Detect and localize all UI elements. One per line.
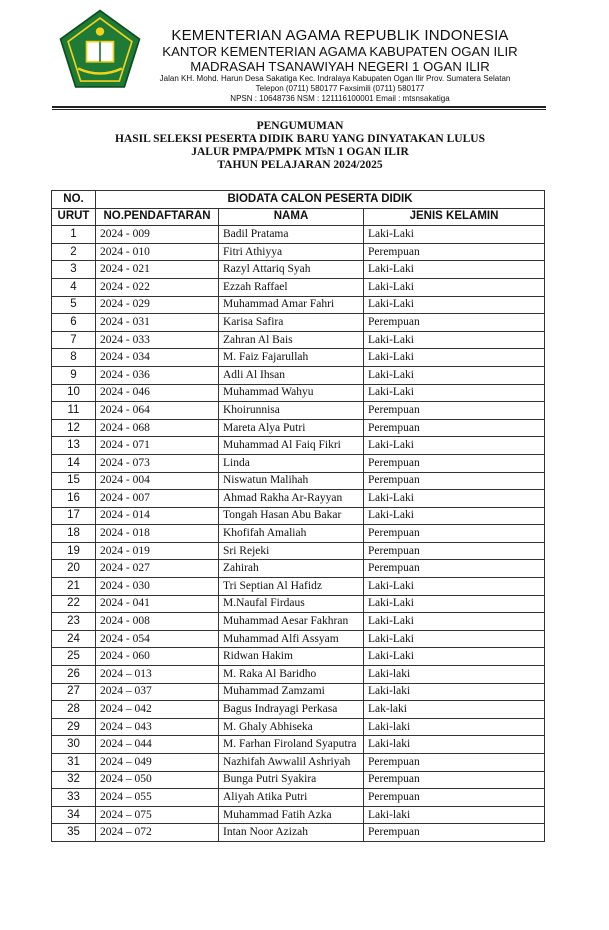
row-name: Ezzah Raffael — [219, 278, 364, 296]
table-row — [52, 507, 545, 525]
row-registration: 2024 - 009 — [96, 226, 219, 244]
row-registration: 2024 - 018 — [96, 525, 219, 543]
row-no: 1 — [52, 226, 96, 244]
row-registration: 2024 – 075 — [96, 806, 219, 824]
table-row — [52, 296, 545, 314]
row-no: 2 — [52, 243, 96, 261]
row-name: Aliyah Atika Putri — [219, 789, 364, 807]
row-no: 4 — [52, 278, 96, 296]
row-no: 24 — [52, 630, 96, 648]
row-registration: 2024 - 014 — [96, 507, 219, 525]
row-no: 20 — [52, 560, 96, 578]
row-name: Muhammad Amar Fahri — [219, 296, 364, 314]
col-pendaftaran: NO.PENDAFTARAN — [96, 208, 219, 226]
table-row — [52, 595, 545, 613]
row-gender: Laki-laki — [364, 683, 545, 701]
row-registration: 2024 – 055 — [96, 789, 219, 807]
table-row — [52, 630, 545, 648]
row-name: Ahmad Rakha Ar-Rayyan — [219, 490, 364, 508]
row-gender: Laki-Laki — [364, 630, 545, 648]
row-registration: 2024 - 036 — [96, 366, 219, 384]
row-gender: Perempuan — [364, 472, 545, 490]
col-nama: NAMA — [219, 208, 364, 226]
row-gender: Perempuan — [364, 771, 545, 789]
row-gender: Lak-laki — [364, 701, 545, 719]
table-row — [52, 366, 545, 384]
row-name: Zahran Al Bais — [219, 331, 364, 349]
row-registration: 2024 - 073 — [96, 454, 219, 472]
table-row — [52, 701, 545, 719]
row-registration: 2024 - 004 — [96, 472, 219, 490]
row-registration: 2024 - 068 — [96, 419, 219, 437]
row-name: Linda — [219, 454, 364, 472]
row-gender: Laki-Laki — [364, 490, 545, 508]
title-line-2: HASIL SELEKSI PESERTA DIDIK BARU YANG DINYATAKAN LULUS — [115, 133, 485, 145]
row-gender: Laki-Laki — [364, 349, 545, 367]
row-gender: Laki-Laki — [364, 648, 545, 666]
row-no: 18 — [52, 525, 96, 543]
row-registration: 2024 - 034 — [96, 349, 219, 367]
row-gender: Laki-laki — [364, 666, 545, 684]
row-name: Bunga Putri Syakira — [219, 771, 364, 789]
table-row — [52, 789, 545, 807]
row-name: Bagus Indrayagi Perkasa — [219, 701, 364, 719]
row-name: Badil Pratama — [219, 226, 364, 244]
header-rule-thin — [52, 109, 546, 110]
row-registration: 2024 - 071 — [96, 437, 219, 455]
table-row — [52, 560, 545, 578]
row-no: 14 — [52, 454, 96, 472]
row-no: 12 — [52, 419, 96, 437]
row-name: M. Faiz Fajarullah — [219, 349, 364, 367]
school-ids: NPSN : 10648736 NSM : 121116100001 Email : mtsnsakatiga — [230, 94, 450, 103]
table-row — [52, 226, 545, 244]
row-no: 31 — [52, 754, 96, 772]
row-gender: Perempuan — [364, 314, 545, 332]
row-name: Ridwan Hakim — [219, 648, 364, 666]
row-name: Tri Septian Al Hafidz — [219, 578, 364, 596]
row-gender: Laki-Laki — [364, 613, 545, 631]
office-name: KANTOR KEMENTERIAN AGAMA KABUPATEN OGAN ILIR — [162, 44, 518, 59]
table-row — [52, 771, 545, 789]
row-no: 17 — [52, 507, 96, 525]
row-registration: 2024 - 041 — [96, 595, 219, 613]
table-row — [52, 490, 545, 508]
table-row — [52, 454, 545, 472]
row-registration: 2024 - 029 — [96, 296, 219, 314]
col-urut: URUT — [52, 208, 96, 226]
school-name: MADRASAH TSANAWIYAH NEGERI 1 OGAN ILIR — [190, 59, 490, 74]
table-row — [52, 419, 545, 437]
row-name: Muhammad Fatih Azka — [219, 806, 364, 824]
row-registration: 2024 – 049 — [96, 754, 219, 772]
row-gender: Laki-Laki — [364, 507, 545, 525]
address: Jalan KH. Mohd. Harun Desa Sakatiga Kec. Indralaya Kabupaten Ogan Ilir Prov. Sumatera Selatan — [159, 74, 511, 83]
row-gender: Laki-Laki — [364, 261, 545, 279]
row-registration: 2024 - 010 — [96, 243, 219, 261]
table-row — [52, 806, 545, 824]
row-registration: 2024 - 022 — [96, 278, 219, 296]
title-line-4: TAHUN PELAJARAN 2024/2025 — [217, 159, 383, 171]
row-name: Adli Al Ihsan — [219, 366, 364, 384]
letterhead — [140, 28, 540, 104]
row-name: Sri Rejeki — [219, 542, 364, 560]
row-no: 7 — [52, 331, 96, 349]
table-row — [52, 472, 545, 490]
row-gender: Laki-laki — [364, 718, 545, 736]
col-biodata: BIODATA CALON PESERTA DIDIK — [96, 191, 545, 209]
row-no: 9 — [52, 366, 96, 384]
table-row — [52, 331, 545, 349]
row-registration: 2024 – 050 — [96, 771, 219, 789]
row-name: Razyl Attariq Syah — [219, 261, 364, 279]
table-row — [52, 525, 545, 543]
row-no: 34 — [52, 806, 96, 824]
table-row — [52, 278, 545, 296]
row-name: Muhammad Aesar Fakhran — [219, 613, 364, 631]
results-table — [51, 190, 545, 842]
row-name: Intan Noor Azizah — [219, 824, 364, 842]
row-name: Muhammad Zamzami — [219, 683, 364, 701]
row-registration: 2024 – 037 — [96, 683, 219, 701]
table-row — [52, 384, 545, 402]
col-jenis-kelamin: JENIS KELAMIN — [364, 208, 545, 226]
row-name: Fitri Athiyya — [219, 243, 364, 261]
row-gender: Laki-laki — [364, 736, 545, 754]
row-gender: Laki-Laki — [364, 278, 545, 296]
row-registration: 2024 - 046 — [96, 384, 219, 402]
header-rule — [52, 106, 546, 108]
row-gender: Laki-Laki — [364, 595, 545, 613]
row-name: Mareta Alya Putri — [219, 419, 364, 437]
row-registration: 2024 - 054 — [96, 630, 219, 648]
table-row — [52, 648, 545, 666]
row-gender: Laki-Laki — [364, 331, 545, 349]
row-name: Karisa Safira — [219, 314, 364, 332]
table-row — [52, 578, 545, 596]
row-no: 6 — [52, 314, 96, 332]
title-line-3: JALUR PMPA/PMPK MTsN 1 OGAN ILIR — [191, 146, 409, 158]
row-gender: Perempuan — [364, 560, 545, 578]
row-no: 22 — [52, 595, 96, 613]
row-gender: Laki-Laki — [364, 437, 545, 455]
row-registration: 2024 - 007 — [96, 490, 219, 508]
row-name: Khofifah Amaliah — [219, 525, 364, 543]
row-gender: Perempuan — [364, 789, 545, 807]
table-row — [52, 437, 545, 455]
row-no: 21 — [52, 578, 96, 596]
row-no: 27 — [52, 683, 96, 701]
row-no: 28 — [52, 701, 96, 719]
row-name: M. Farhan Firoland Syaputra — [219, 736, 364, 754]
table-row — [52, 718, 545, 736]
row-no: 35 — [52, 824, 96, 842]
row-name: M. Raka Al Baridho — [219, 666, 364, 684]
title-line-1: PENGUMUMAN — [256, 120, 344, 132]
row-registration: 2024 - 031 — [96, 314, 219, 332]
row-gender: Perempuan — [364, 542, 545, 560]
row-gender: Laki-laki — [364, 806, 545, 824]
row-no: 3 — [52, 261, 96, 279]
table-row — [52, 243, 545, 261]
row-gender: Perempuan — [364, 824, 545, 842]
row-no: 33 — [52, 789, 96, 807]
row-name: Zahirah — [219, 560, 364, 578]
row-no: 11 — [52, 402, 96, 420]
table-row — [52, 349, 545, 367]
row-registration: 2024 – 072 — [96, 824, 219, 842]
row-name: Muhammad Wahyu — [219, 384, 364, 402]
table-row — [52, 542, 545, 560]
table-row — [52, 314, 545, 332]
row-name: Nazhifah Awwalil Ashriyah — [219, 754, 364, 772]
table-row — [52, 261, 545, 279]
row-gender: Perempuan — [364, 243, 545, 261]
row-no: 8 — [52, 349, 96, 367]
row-no: 26 — [52, 666, 96, 684]
row-no: 30 — [52, 736, 96, 754]
row-gender: Perempuan — [364, 525, 545, 543]
row-name: M.Naufal Firdaus — [219, 595, 364, 613]
row-no: 23 — [52, 613, 96, 631]
row-name: Khoirunnisa — [219, 402, 364, 420]
announcement-title — [40, 120, 560, 172]
row-name: Tongah Hasan Abu Bakar — [219, 507, 364, 525]
row-gender: Perempuan — [364, 754, 545, 772]
row-registration: 2024 - 060 — [96, 648, 219, 666]
row-no: 25 — [52, 648, 96, 666]
table-row — [52, 666, 545, 684]
row-gender: Laki-Laki — [364, 296, 545, 314]
row-gender: Laki-Laki — [364, 384, 545, 402]
row-gender: Perempuan — [364, 454, 545, 472]
row-no: 19 — [52, 542, 96, 560]
row-registration: 2024 – 044 — [96, 736, 219, 754]
row-no: 10 — [52, 384, 96, 402]
row-no: 16 — [52, 490, 96, 508]
row-registration: 2024 - 008 — [96, 613, 219, 631]
row-registration: 2024 - 019 — [96, 542, 219, 560]
row-registration: 2024 - 030 — [96, 578, 219, 596]
row-registration: 2024 - 021 — [96, 261, 219, 279]
row-no: 13 — [52, 437, 96, 455]
col-no: NO. — [52, 191, 96, 209]
table-row — [52, 683, 545, 701]
row-gender: Laki-Laki — [364, 366, 545, 384]
table-row — [52, 402, 545, 420]
row-registration: 2024 – 013 — [96, 666, 219, 684]
row-registration: 2024 – 043 — [96, 718, 219, 736]
row-no: 15 — [52, 472, 96, 490]
row-name: Niswatun Malihah — [219, 472, 364, 490]
row-name: Muhammad Alfi Assyam — [219, 630, 364, 648]
row-registration: 2024 - 033 — [96, 331, 219, 349]
table-row — [52, 613, 545, 631]
phone: Telepon (0711) 580177 Faxsimili (0711) 580177 — [255, 84, 425, 93]
row-name: M. Ghaly Abhiseka — [219, 718, 364, 736]
row-name: Muhammad Al Faiq Fikri — [219, 437, 364, 455]
table-row — [52, 754, 545, 772]
ministry-name: KEMENTERIAN AGAMA REPUBLIK INDONESIA — [171, 27, 509, 44]
row-gender: Laki-Laki — [364, 578, 545, 596]
table-row — [52, 824, 545, 842]
row-registration: 2024 - 064 — [96, 402, 219, 420]
row-registration: 2024 – 042 — [96, 701, 219, 719]
row-gender: Perempuan — [364, 419, 545, 437]
row-gender: Laki-Laki — [364, 226, 545, 244]
row-no: 5 — [52, 296, 96, 314]
row-no: 29 — [52, 718, 96, 736]
row-registration: 2024 - 027 — [96, 560, 219, 578]
table-row — [52, 736, 545, 754]
row-no: 32 — [52, 771, 96, 789]
row-gender: Perempuan — [364, 402, 545, 420]
